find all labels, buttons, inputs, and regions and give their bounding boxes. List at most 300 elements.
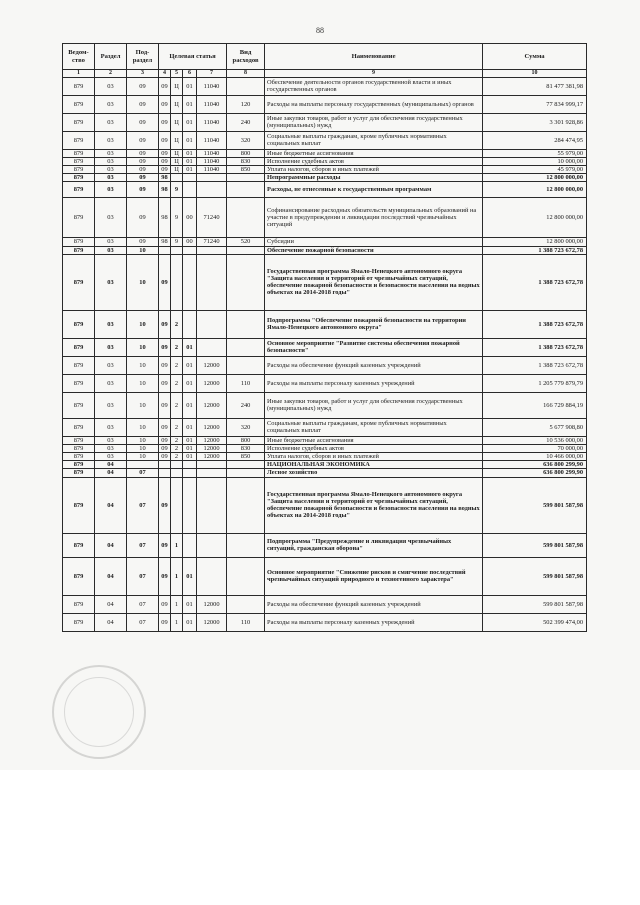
vedomstvo-cell: 879 xyxy=(63,174,95,182)
vid-cell xyxy=(227,246,265,254)
podrazdel-cell: 09 xyxy=(127,238,159,246)
column-index-cell: 6 xyxy=(183,70,197,78)
podrazdel-cell: 09 xyxy=(127,95,159,113)
subprogram-cell xyxy=(171,461,183,469)
vedomstvo-cell: 879 xyxy=(63,254,95,310)
program-cell: 98 xyxy=(159,238,171,246)
vedomstvo-cell: 879 xyxy=(63,595,95,613)
name-cell: Иные бюджетные ассигнования xyxy=(265,149,483,157)
event-cell: 01 xyxy=(183,131,197,149)
subprogram-cell: 9 xyxy=(171,182,183,198)
name-cell: Субсидии xyxy=(265,238,483,246)
sum-cell: 599 801 587,98 xyxy=(483,477,587,533)
direction-cell: 11040 xyxy=(197,113,227,131)
vedomstvo-cell: 879 xyxy=(63,418,95,436)
table-row xyxy=(63,77,587,95)
table-row xyxy=(63,149,587,157)
direction-cell xyxy=(197,469,227,477)
subprogram-cell: Ц xyxy=(171,157,183,165)
direction-cell xyxy=(197,246,227,254)
event-cell: 01 xyxy=(183,356,197,374)
name-cell: Софинансирование расходных обязательств муниципальных образований на участие в предупреждении и ликвидации последствий чрезвычайных ситуаций xyxy=(265,198,483,238)
direction-cell xyxy=(197,477,227,533)
podrazdel-cell: 07 xyxy=(127,477,159,533)
subprogram-cell: 2 xyxy=(171,453,183,461)
razdel-cell: 03 xyxy=(95,198,127,238)
subprogram-cell xyxy=(171,246,183,254)
subprogram-cell: 2 xyxy=(171,436,183,444)
vid-cell: 120 xyxy=(227,95,265,113)
sum-cell: 166 729 884,19 xyxy=(483,392,587,418)
page-number: 88 xyxy=(316,26,324,35)
podrazdel-cell: 09 xyxy=(127,131,159,149)
razdel-cell: 04 xyxy=(95,557,127,595)
sum-cell: 284 474,95 xyxy=(483,131,587,149)
podrazdel-cell: 09 xyxy=(127,174,159,182)
name-cell: Подпрограмма "Предупреждение и ликвидация чрезвычайных ситуаций, гражданская оборона" xyxy=(265,533,483,557)
podrazdel-cell: 09 xyxy=(127,182,159,198)
event-cell xyxy=(183,246,197,254)
vedomstvo-cell: 879 xyxy=(63,157,95,165)
table-row xyxy=(63,374,587,392)
razdel-cell: 04 xyxy=(95,477,127,533)
razdel-cell: 03 xyxy=(95,166,127,174)
name-cell: Иные закупки товаров, работ и услуг для обеспечения государственных (муниципальных) нужд xyxy=(265,392,483,418)
event-cell: 01 xyxy=(183,444,197,452)
header-vid-raskhodov: Вид расходов xyxy=(227,44,265,70)
podrazdel-cell: 10 xyxy=(127,338,159,356)
razdel-cell: 04 xyxy=(95,533,127,557)
event-cell: 01 xyxy=(183,436,197,444)
razdel-cell: 04 xyxy=(95,469,127,477)
vedomstvo-cell: 879 xyxy=(63,149,95,157)
sum-cell: 55 979,00 xyxy=(483,149,587,157)
vedomstvo-cell: 879 xyxy=(63,198,95,238)
program-cell: 09 xyxy=(159,444,171,452)
table-row xyxy=(63,95,587,113)
direction-cell: 12000 xyxy=(197,392,227,418)
subprogram-cell: 9 xyxy=(171,238,183,246)
vid-cell xyxy=(227,198,265,238)
program-cell: 09 xyxy=(159,453,171,461)
vid-cell: 520 xyxy=(227,238,265,246)
name-cell: Обеспечение пожарной безопасности xyxy=(265,246,483,254)
razdel-cell: 03 xyxy=(95,131,127,149)
podrazdel-cell: 10 xyxy=(127,310,159,338)
vid-cell: 240 xyxy=(227,113,265,131)
program-cell: 09 xyxy=(159,595,171,613)
table-row xyxy=(63,453,587,461)
razdel-cell: 03 xyxy=(95,113,127,131)
direction-cell: 11040 xyxy=(197,131,227,149)
sum-cell: 1 388 723 672,78 xyxy=(483,254,587,310)
razdel-cell: 03 xyxy=(95,254,127,310)
sum-cell: 12 800 000,00 xyxy=(483,238,587,246)
vid-cell: 800 xyxy=(227,149,265,157)
name-cell: Социальные выплаты гражданам, кроме публичных нормативных социальных выплат xyxy=(265,418,483,436)
sum-cell: 1 388 723 672,78 xyxy=(483,246,587,254)
column-index-cell: 3 xyxy=(127,70,159,78)
podrazdel-cell: 10 xyxy=(127,392,159,418)
razdel-cell: 03 xyxy=(95,453,127,461)
subprogram-cell: Ц xyxy=(171,131,183,149)
vid-cell: 320 xyxy=(227,418,265,436)
name-cell: Исполнение судебных актов xyxy=(265,444,483,452)
table-row xyxy=(63,166,587,174)
vedomstvo-cell: 879 xyxy=(63,77,95,95)
program-cell: 09 xyxy=(159,338,171,356)
sum-cell: 3 301 928,86 xyxy=(483,113,587,131)
name-cell: Уплата налогов, сборов и иных платежей xyxy=(265,453,483,461)
sum-cell: 599 801 587,98 xyxy=(483,595,587,613)
razdel-cell: 03 xyxy=(95,77,127,95)
vedomstvo-cell: 879 xyxy=(63,453,95,461)
sum-cell: 12 800 000,00 xyxy=(483,174,587,182)
podrazdel-cell: 10 xyxy=(127,418,159,436)
direction-cell xyxy=(197,338,227,356)
name-cell: Социальные выплаты гражданам, кроме публичных нормативных социальных выплат xyxy=(265,131,483,149)
program-cell: 09 xyxy=(159,131,171,149)
direction-cell: 12000 xyxy=(197,356,227,374)
table-row xyxy=(63,557,587,595)
event-cell: 01 xyxy=(183,95,197,113)
vedomstvo-cell: 879 xyxy=(63,461,95,469)
event-cell xyxy=(183,310,197,338)
direction-cell xyxy=(197,461,227,469)
podrazdel-cell: 10 xyxy=(127,246,159,254)
header-tselevaya-statya: Целевая статья xyxy=(159,44,227,70)
event-cell: 01 xyxy=(183,157,197,165)
sum-cell: 5 677 908,80 xyxy=(483,418,587,436)
table-row xyxy=(63,356,587,374)
subprogram-cell xyxy=(171,174,183,182)
name-cell: Расходы на выплаты персоналу казенных учреждений xyxy=(265,613,483,631)
subprogram-cell: Ц xyxy=(171,95,183,113)
sum-cell: 45 979,00 xyxy=(483,166,587,174)
vedomstvo-cell: 879 xyxy=(63,131,95,149)
budget-table xyxy=(62,43,587,632)
podrazdel-cell: 10 xyxy=(127,436,159,444)
vid-cell: 320 xyxy=(227,131,265,149)
column-index-cell: 7 xyxy=(197,70,227,78)
podrazdel-cell: 07 xyxy=(127,595,159,613)
razdel-cell: 03 xyxy=(95,157,127,165)
subprogram-cell: 2 xyxy=(171,444,183,452)
event-cell: 01 xyxy=(183,418,197,436)
vedomstvo-cell: 879 xyxy=(63,356,95,374)
program-cell: 09 xyxy=(159,77,171,95)
vid-cell: 830 xyxy=(227,444,265,452)
sum-cell: 70 000,00 xyxy=(483,444,587,452)
name-cell: Непрограммные расходы xyxy=(265,174,483,182)
razdel-cell: 03 xyxy=(95,238,127,246)
name-cell: Расходы, не отнесенные к государственным программам xyxy=(265,182,483,198)
vid-cell xyxy=(227,461,265,469)
razdel-cell: 04 xyxy=(95,613,127,631)
direction-cell xyxy=(197,182,227,198)
podrazdel-cell: 07 xyxy=(127,533,159,557)
event-cell: 01 xyxy=(183,557,197,595)
name-cell: Исполнение судебных актов xyxy=(265,157,483,165)
event-cell xyxy=(183,182,197,198)
subprogram-cell xyxy=(171,477,183,533)
table-row xyxy=(63,182,587,198)
vid-cell xyxy=(227,356,265,374)
table-body xyxy=(63,77,587,631)
razdel-cell: 03 xyxy=(95,436,127,444)
vid-cell xyxy=(227,310,265,338)
subprogram-cell: 2 xyxy=(171,338,183,356)
table-row xyxy=(63,131,587,149)
razdel-cell: 03 xyxy=(95,392,127,418)
vedomstvo-cell: 879 xyxy=(63,246,95,254)
direction-cell: 71240 xyxy=(197,198,227,238)
table-row xyxy=(63,444,587,452)
subprogram-cell: Ц xyxy=(171,166,183,174)
event-cell: 01 xyxy=(183,77,197,95)
program-cell: 09 xyxy=(159,374,171,392)
name-cell: НАЦИОНАЛЬНАЯ ЭКОНОМИКА xyxy=(265,461,483,469)
podrazdel-cell: 07 xyxy=(127,469,159,477)
name-cell: Подпрограмма "Обеспечение пожарной безопасности на территории Ямало-Ненецкого автономного округа" xyxy=(265,310,483,338)
vedomstvo-cell: 879 xyxy=(63,469,95,477)
table-row xyxy=(63,157,587,165)
column-index-cell: 4 xyxy=(159,70,171,78)
table-row xyxy=(63,254,587,310)
subprogram-cell: Ц xyxy=(171,77,183,95)
vid-cell xyxy=(227,477,265,533)
subprogram-cell: Ц xyxy=(171,149,183,157)
vid-cell: 850 xyxy=(227,166,265,174)
table-row xyxy=(63,461,587,469)
event-cell xyxy=(183,461,197,469)
podrazdel-cell: 09 xyxy=(127,113,159,131)
column-index-cell: 8 xyxy=(227,70,265,78)
vedomstvo-cell: 879 xyxy=(63,310,95,338)
podrazdel-cell xyxy=(127,461,159,469)
program-cell: 09 xyxy=(159,166,171,174)
subprogram-cell xyxy=(171,469,183,477)
direction-cell xyxy=(197,310,227,338)
sum-cell: 1 388 723 672,78 xyxy=(483,356,587,374)
program-cell: 09 xyxy=(159,418,171,436)
vid-cell xyxy=(227,595,265,613)
vid-cell xyxy=(227,469,265,477)
name-cell: Иные бюджетные ассигнования xyxy=(265,436,483,444)
event-cell: 01 xyxy=(183,613,197,631)
name-cell: Расходы на выплаты персоналу государственных (муниципальных) органов xyxy=(265,95,483,113)
sum-cell: 599 801 587,98 xyxy=(483,557,587,595)
vid-cell xyxy=(227,533,265,557)
sum-cell: 502 399 474,00 xyxy=(483,613,587,631)
podrazdel-cell: 09 xyxy=(127,149,159,157)
razdel-cell: 03 xyxy=(95,310,127,338)
header-razdel: Раздел xyxy=(95,44,127,70)
subprogram-cell: 2 xyxy=(171,392,183,418)
vedomstvo-cell: 879 xyxy=(63,374,95,392)
subprogram-cell: 2 xyxy=(171,374,183,392)
header-naimenovanie: Наименование xyxy=(265,44,483,70)
subprogram-cell xyxy=(171,254,183,310)
subprogram-cell: 2 xyxy=(171,418,183,436)
program-cell: 09 xyxy=(159,149,171,157)
direction-cell: 12000 xyxy=(197,374,227,392)
name-cell: Обеспечение деятельности органов государственной власти и иных государственных органов xyxy=(265,77,483,95)
sum-cell: 636 800 299,90 xyxy=(483,461,587,469)
event-cell: 00 xyxy=(183,198,197,238)
razdel-cell: 03 xyxy=(95,174,127,182)
column-index-cell: 10 xyxy=(483,70,587,78)
podrazdel-cell: 10 xyxy=(127,453,159,461)
razdel-cell: 03 xyxy=(95,246,127,254)
vedomstvo-cell: 879 xyxy=(63,436,95,444)
subprogram-cell: 1 xyxy=(171,595,183,613)
razdel-cell: 04 xyxy=(95,461,127,469)
program-cell: 09 xyxy=(159,557,171,595)
direction-cell: 12000 xyxy=(197,453,227,461)
vid-cell xyxy=(227,338,265,356)
direction-cell xyxy=(197,254,227,310)
direction-cell: 12000 xyxy=(197,613,227,631)
table-row xyxy=(63,310,587,338)
subprogram-cell: 1 xyxy=(171,557,183,595)
header-podrazdel: Под-раздел xyxy=(127,44,159,70)
podrazdel-cell: 10 xyxy=(127,444,159,452)
table-row xyxy=(63,198,587,238)
program-cell: 98 xyxy=(159,182,171,198)
sum-cell: 1 388 723 672,78 xyxy=(483,310,587,338)
sum-cell: 10 536 000,00 xyxy=(483,436,587,444)
vid-cell: 240 xyxy=(227,392,265,418)
razdel-cell: 03 xyxy=(95,356,127,374)
faded-seal-stamp xyxy=(52,665,146,759)
event-cell: 01 xyxy=(183,595,197,613)
direction-cell: 11040 xyxy=(197,166,227,174)
event-cell xyxy=(183,254,197,310)
program-cell xyxy=(159,246,171,254)
direction-cell: 12000 xyxy=(197,418,227,436)
name-cell: Расходы на выплаты персоналу казенных учреждений xyxy=(265,374,483,392)
column-index-row xyxy=(63,70,587,78)
podrazdel-cell: 07 xyxy=(127,613,159,631)
event-cell xyxy=(183,477,197,533)
event-cell: 00 xyxy=(183,238,197,246)
vedomstvo-cell: 879 xyxy=(63,166,95,174)
podrazdel-cell: 07 xyxy=(127,557,159,595)
direction-cell xyxy=(197,557,227,595)
sum-cell: 10 000,00 xyxy=(483,157,587,165)
razdel-cell: 03 xyxy=(95,338,127,356)
program-cell: 98 xyxy=(159,198,171,238)
vedomstvo-cell: 879 xyxy=(63,557,95,595)
name-cell: Уплата налогов, сборов и иных платежей xyxy=(265,166,483,174)
razdel-cell: 03 xyxy=(95,182,127,198)
name-cell: Основное мероприятие "Развитие системы обеспечения пожарной безопасности" xyxy=(265,338,483,356)
direction-cell: 12000 xyxy=(197,444,227,452)
sum-cell: 1 388 723 672,78 xyxy=(483,338,587,356)
event-cell xyxy=(183,469,197,477)
table-row xyxy=(63,338,587,356)
direction-cell: 11040 xyxy=(197,157,227,165)
program-cell: 09 xyxy=(159,310,171,338)
podrazdel-cell: 09 xyxy=(127,157,159,165)
direction-cell: 11040 xyxy=(197,95,227,113)
header-vedomstvo: Ведом-ство xyxy=(63,44,95,70)
event-cell: 01 xyxy=(183,392,197,418)
subprogram-cell: 9 xyxy=(171,198,183,238)
event-cell xyxy=(183,174,197,182)
program-cell: 09 xyxy=(159,157,171,165)
table-row xyxy=(63,174,587,182)
razdel-cell: 03 xyxy=(95,374,127,392)
table-row xyxy=(63,613,587,631)
vid-cell: 850 xyxy=(227,453,265,461)
program-cell xyxy=(159,469,171,477)
sum-cell: 81 477 381,98 xyxy=(483,77,587,95)
table-row xyxy=(63,418,587,436)
name-cell: Лесное хозяйство xyxy=(265,469,483,477)
vid-cell xyxy=(227,174,265,182)
podrazdel-cell: 10 xyxy=(127,374,159,392)
header-summa: Сумма xyxy=(483,44,587,70)
program-cell: 09 xyxy=(159,392,171,418)
column-index-cell: 1 xyxy=(63,70,95,78)
name-cell: Расходы на обеспечение функций казенных учреждений xyxy=(265,356,483,374)
program-cell: 09 xyxy=(159,613,171,631)
vid-cell: 110 xyxy=(227,374,265,392)
sum-cell: 636 800 299,90 xyxy=(483,469,587,477)
sum-cell: 1 205 779 879,79 xyxy=(483,374,587,392)
event-cell: 01 xyxy=(183,374,197,392)
direction-cell: 71240 xyxy=(197,238,227,246)
event-cell: 01 xyxy=(183,149,197,157)
table-row xyxy=(63,595,587,613)
program-cell xyxy=(159,461,171,469)
direction-cell: 12000 xyxy=(197,595,227,613)
subprogram-cell: 1 xyxy=(171,533,183,557)
name-cell: Государственная программа Ямало-Ненецкого автономного округа "Защита населения и территорий от чрезвычайных ситуаций, обеспечение пожарной безопасности и безопасности населения на водных объектах на 2014-2018 годы" xyxy=(265,477,483,533)
program-cell: 09 xyxy=(159,95,171,113)
subprogram-cell: 1 xyxy=(171,613,183,631)
name-cell: Иные закупки товаров, работ и услуг для обеспечения государственных (муниципальных) нужд xyxy=(265,113,483,131)
event-cell: 01 xyxy=(183,166,197,174)
name-cell: Расходы на обеспечение функций казенных учреждений xyxy=(265,595,483,613)
vedomstvo-cell: 879 xyxy=(63,533,95,557)
table-header-row xyxy=(63,44,587,70)
program-cell: 09 xyxy=(159,113,171,131)
razdel-cell: 03 xyxy=(95,149,127,157)
vid-cell: 110 xyxy=(227,613,265,631)
program-cell: 09 xyxy=(159,436,171,444)
sum-cell: 12 800 000,00 xyxy=(483,198,587,238)
vid-cell xyxy=(227,557,265,595)
vid-cell xyxy=(227,254,265,310)
podrazdel-cell: 10 xyxy=(127,254,159,310)
subprogram-cell: 2 xyxy=(171,310,183,338)
direction-cell: 11040 xyxy=(197,149,227,157)
vedomstvo-cell: 879 xyxy=(63,444,95,452)
subprogram-cell: 2 xyxy=(171,356,183,374)
podrazdel-cell: 09 xyxy=(127,166,159,174)
program-cell: 09 xyxy=(159,356,171,374)
direction-cell: 12000 xyxy=(197,436,227,444)
subprogram-cell: Ц xyxy=(171,113,183,131)
column-index-cell: 5 xyxy=(171,70,183,78)
table-row xyxy=(63,246,587,254)
vid-cell: 800 xyxy=(227,436,265,444)
event-cell: 01 xyxy=(183,338,197,356)
sum-cell: 10 466 000,00 xyxy=(483,453,587,461)
